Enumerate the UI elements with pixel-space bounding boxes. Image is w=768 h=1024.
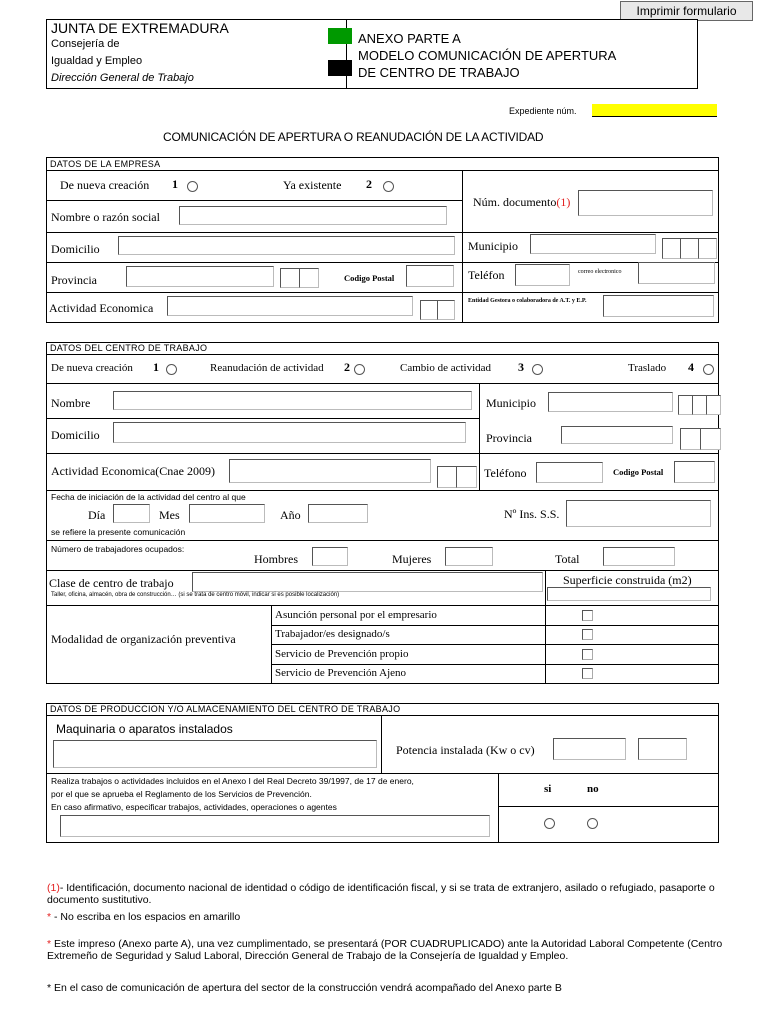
modalidad-label: Modalidad de organización preventiva: [51, 632, 236, 646]
centro-reanudacion-radio[interactable]: [354, 364, 365, 375]
footnote-2: [47, 911, 727, 923]
empresa-telefono-label: Teléfon: [468, 268, 505, 282]
annex-line-3: DE CENTRO DE TRABAJO: [358, 65, 520, 80]
centro-actividad-input[interactable]: [229, 459, 431, 483]
divider: [271, 664, 719, 665]
centro-provincia-code-1[interactable]: [680, 428, 701, 450]
empresa-provincia-code-2[interactable]: [299, 268, 319, 288]
divider: [46, 490, 719, 491]
potencia-label: Potencia instalada (Kw o cv): [396, 743, 535, 757]
empresa-correo-input[interactable]: [638, 262, 715, 284]
empresa-provincia-label: Provincia: [51, 273, 97, 287]
empresa-nueva-label: De nueva creación: [60, 178, 150, 192]
num-documento-text: Núm. documento: [473, 195, 557, 209]
modalidad-option-1: Asunción personal por el empresario: [275, 609, 437, 621]
centro-municipio-code-3[interactable]: [706, 395, 721, 415]
empresa-existente-label: Ya existente: [283, 178, 342, 192]
centro-municipio-label: Municipio: [486, 396, 536, 410]
footnote-2-text: - No escriba en los espacios en amarillo: [51, 911, 241, 923]
footnote-4-text: En el caso de comunicación de apertura del sector de la construcción vendrá acompañado del Anexo parte B: [51, 982, 562, 994]
empresa-actividad-label: Actividad Economica: [49, 301, 154, 315]
empresa-domicilio-input[interactable]: [118, 236, 455, 255]
modalidad-checkbox-1[interactable]: [582, 610, 593, 621]
clase-hint: Taller, oficina, almacén, obra de construcción… (si se trata de centro móvil, indicar si es posible localización): [51, 592, 340, 598]
centro-traslado-num: 4: [688, 360, 694, 374]
mes-input[interactable]: [189, 504, 265, 523]
modalidad-option-2: Trabajador/es designado/s: [275, 628, 390, 640]
total-input[interactable]: [603, 547, 675, 566]
centro-nombre-input[interactable]: [113, 391, 472, 410]
centro-cambio-radio[interactable]: [532, 364, 543, 375]
empresa-cp-input[interactable]: [406, 265, 454, 287]
empresa-nombre-label: Nombre o razón social: [51, 210, 160, 224]
centro-traslado-radio[interactable]: [703, 364, 714, 375]
empresa-correo-label: correo electronico: [578, 269, 622, 275]
empresa-nombre-input[interactable]: [179, 206, 447, 225]
centro-cp-label: Codigo Postal: [613, 467, 664, 477]
modalidad-checkbox-2[interactable]: [582, 629, 593, 640]
empresa-section-title: DATOS DE LA EMPRESA: [50, 159, 161, 169]
no-label: no: [587, 783, 599, 795]
empresa-existente-num: 2: [366, 177, 372, 191]
ins-ss-label: Nº Ins. S.S.: [504, 507, 560, 521]
divider: [46, 773, 719, 774]
clase-input[interactable]: [192, 572, 543, 592]
footnote-4-star: *: [47, 982, 52, 994]
centro-municipio-code-2[interactable]: [692, 395, 707, 415]
centro-actividad-code-2[interactable]: [456, 466, 477, 488]
centro-actividad-label: Actividad Economica(Cnae 2009): [51, 464, 215, 478]
anexo-si-radio[interactable]: [544, 818, 555, 829]
centro-nueva-label: De nueva creación: [51, 362, 133, 374]
clase-label: Clase de centro de trabajo: [49, 576, 174, 590]
org-line-2: Igualdad y Empleo: [51, 55, 143, 67]
divider: [46, 354, 719, 355]
centro-telefono-label: Teléfono: [484, 466, 527, 480]
footnote-1-ref: (1): [47, 882, 60, 894]
potencia-input-2[interactable]: [638, 738, 687, 760]
empresa-municipio-input[interactable]: [530, 234, 656, 254]
anio-label: Año: [280, 508, 301, 522]
print-form-label: Imprimir formulario: [636, 4, 737, 18]
empresa-actividad-code-2[interactable]: [437, 300, 455, 320]
empresa-nueva-radio[interactable]: [187, 181, 198, 192]
org-line-1: Consejería de: [51, 38, 120, 50]
num-documento-ref: (1): [556, 195, 571, 209]
empresa-actividad-code-1[interactable]: [420, 300, 438, 320]
num-documento-label: [473, 195, 570, 210]
footnote-1-text: - Identificación, documento nacional de identidad o código de identificación fiscal, y si se trata de extranjero, asilado o refugiado, pasaporte o documento sustitutivo.: [47, 882, 715, 906]
black-square: [328, 60, 352, 76]
divider: [46, 200, 462, 201]
empresa-entidad-input[interactable]: [603, 295, 714, 317]
hombres-input[interactable]: [312, 547, 348, 566]
anexo-specify-input[interactable]: [60, 815, 490, 837]
anexo-text-3: En caso afirmativo, especificar trabajos, actividades, operaciones o agentes: [51, 802, 337, 812]
divider: [545, 570, 546, 684]
num-documento-input[interactable]: [578, 190, 713, 216]
produccion-section-title: DATOS DE PRODUCCION Y/O ALMACENAMIENTO DEL CENTRO DE TRABAJO: [50, 704, 401, 714]
anexo-text-2: por el que se aprueba el Reglamento de los Servicios de Prevención.: [51, 789, 312, 799]
centro-domicilio-label: Domicilio: [51, 428, 100, 442]
annex-line-1: ANEXO PARTE A: [358, 31, 461, 46]
empresa-cp-label: Codigo Postal: [344, 273, 395, 283]
mujeres-input[interactable]: [445, 547, 493, 566]
centro-cambio-label: Cambio de actividad: [400, 362, 492, 374]
divider: [46, 418, 479, 419]
anexo-no-radio[interactable]: [587, 818, 598, 829]
empresa-municipio-code-3[interactable]: [698, 238, 717, 259]
modalidad-checkbox-4[interactable]: [582, 668, 593, 679]
divider: [46, 262, 719, 263]
centro-municipio-code-1[interactable]: [678, 395, 693, 415]
divider: [46, 570, 719, 571]
divider: [381, 715, 382, 773]
divider: [462, 170, 463, 232]
divider: [271, 644, 719, 645]
maquinaria-label: Maquinaria o aparatos instalados: [56, 722, 233, 736]
dia-input[interactable]: [113, 504, 150, 523]
superficie-label: Superficie construida (m2): [563, 573, 692, 587]
footnote-3-star: *: [47, 938, 52, 950]
centro-nueva-num: 1: [153, 360, 159, 374]
divider: [46, 383, 719, 384]
centro-provincia-label: Provincia: [486, 431, 532, 445]
superficie-input[interactable]: [547, 587, 711, 601]
footnote-4: [47, 982, 727, 994]
main-title: COMUNICACIÓN DE APERTURA O REANUDACIÓN DE LA ACTIVIDAD: [163, 130, 544, 144]
dia-label: Día: [88, 508, 106, 522]
anio-input[interactable]: [308, 504, 368, 523]
empresa-provincia-input[interactable]: [126, 266, 274, 287]
divider: [498, 773, 499, 843]
org-title: JUNTA DE EXTREMADURA: [51, 20, 229, 36]
centro-traslado-label: Traslado: [628, 362, 667, 374]
maquinaria-input[interactable]: [53, 740, 377, 768]
empresa-provincia-code-1[interactable]: [280, 268, 300, 288]
expediente-field: [592, 104, 717, 117]
trabajadores-label: Número de trabajadores ocupados:: [51, 544, 185, 554]
divider: [46, 292, 719, 293]
empresa-municipio-code-1[interactable]: [662, 238, 682, 259]
footnote-2-star: *: [47, 911, 52, 923]
centro-cp-input[interactable]: [674, 461, 715, 483]
print-form-button[interactable]: [620, 1, 753, 21]
centro-municipio-input[interactable]: [548, 392, 673, 412]
centro-provincia-code-2[interactable]: [700, 428, 721, 450]
divider: [46, 540, 719, 541]
footnote-3-text: Este impreso (Anexo parte A), una vez cumplimentado, se presentará (POR CUADRUPLICADO) ante la Autoridad Laboral Competente (Centro Extremeño de Seguridad y Salud Laboral, Dirección General de Trabajo de la Consejería de Igualdad y Empleo.: [47, 938, 723, 962]
empresa-existente-radio[interactable]: [383, 181, 394, 192]
anexo-text-1: Realiza trabajos o actividades incluidos en el Anexo I del Real Decreto 39/1997, de 17 de enero,: [51, 776, 414, 786]
ins-ss-input[interactable]: [566, 500, 711, 527]
empresa-municipio-label: Municipio: [468, 239, 518, 253]
divider: [479, 383, 480, 490]
potencia-input-1[interactable]: [553, 738, 626, 760]
footnote-3: [47, 938, 727, 962]
total-label: Total: [555, 552, 580, 566]
divider: [46, 605, 719, 606]
divider: [462, 232, 463, 323]
centro-telefono-input[interactable]: [536, 462, 603, 483]
divider: [46, 170, 719, 171]
modalidad-checkbox-3[interactable]: [582, 649, 593, 660]
empresa-domicilio-label: Domicilio: [51, 242, 100, 256]
centro-cambio-num: 3: [518, 360, 524, 374]
divider: [46, 453, 719, 454]
org-line-3: Dirección General de Trabajo: [51, 72, 194, 84]
footnote-1: [47, 882, 727, 906]
centro-provincia-input[interactable]: [561, 426, 673, 444]
modalidad-option-3: Servicio de Prevención propio: [275, 648, 409, 660]
centro-domicilio-input[interactable]: [113, 422, 466, 443]
green-square: [328, 28, 352, 44]
centro-nombre-label: Nombre: [51, 396, 91, 410]
annex-line-2: MODELO COMUNICACIÓN DE APERTURA: [358, 48, 617, 63]
empresa-municipio-code-2[interactable]: [680, 238, 699, 259]
fecha-label: Fecha de iniciación de la actividad del centro al que: [51, 492, 246, 502]
mes-label: Mes: [159, 508, 180, 522]
divider: [46, 715, 719, 716]
empresa-entidad-label: Entidad Gestora o colaboradora de A.T. y E.P.: [468, 298, 587, 304]
empresa-telefono-input[interactable]: [515, 264, 570, 286]
centro-section-title: DATOS DEL CENTRO DE TRABAJO: [50, 343, 208, 353]
divider: [271, 625, 719, 626]
divider: [46, 232, 719, 233]
empresa-nueva-num: 1: [172, 177, 178, 191]
centro-actividad-code-1[interactable]: [437, 466, 457, 488]
centro-reanudacion-num: 2: [344, 360, 350, 374]
centro-nueva-radio[interactable]: [166, 364, 177, 375]
empresa-actividad-input[interactable]: [167, 296, 413, 316]
expediente-label: Expediente núm.: [509, 106, 577, 116]
mujeres-label: Mujeres: [392, 552, 432, 566]
modalidad-option-4: Servicio de Prevención Ajeno: [275, 667, 407, 679]
si-label: si: [544, 783, 552, 795]
centro-reanudacion-label: Reanudación de actividad: [210, 362, 324, 374]
fecha-label-2: se refiere la presente comunicación: [51, 527, 186, 537]
hombres-label: Hombres: [254, 552, 298, 566]
divider: [498, 806, 719, 807]
